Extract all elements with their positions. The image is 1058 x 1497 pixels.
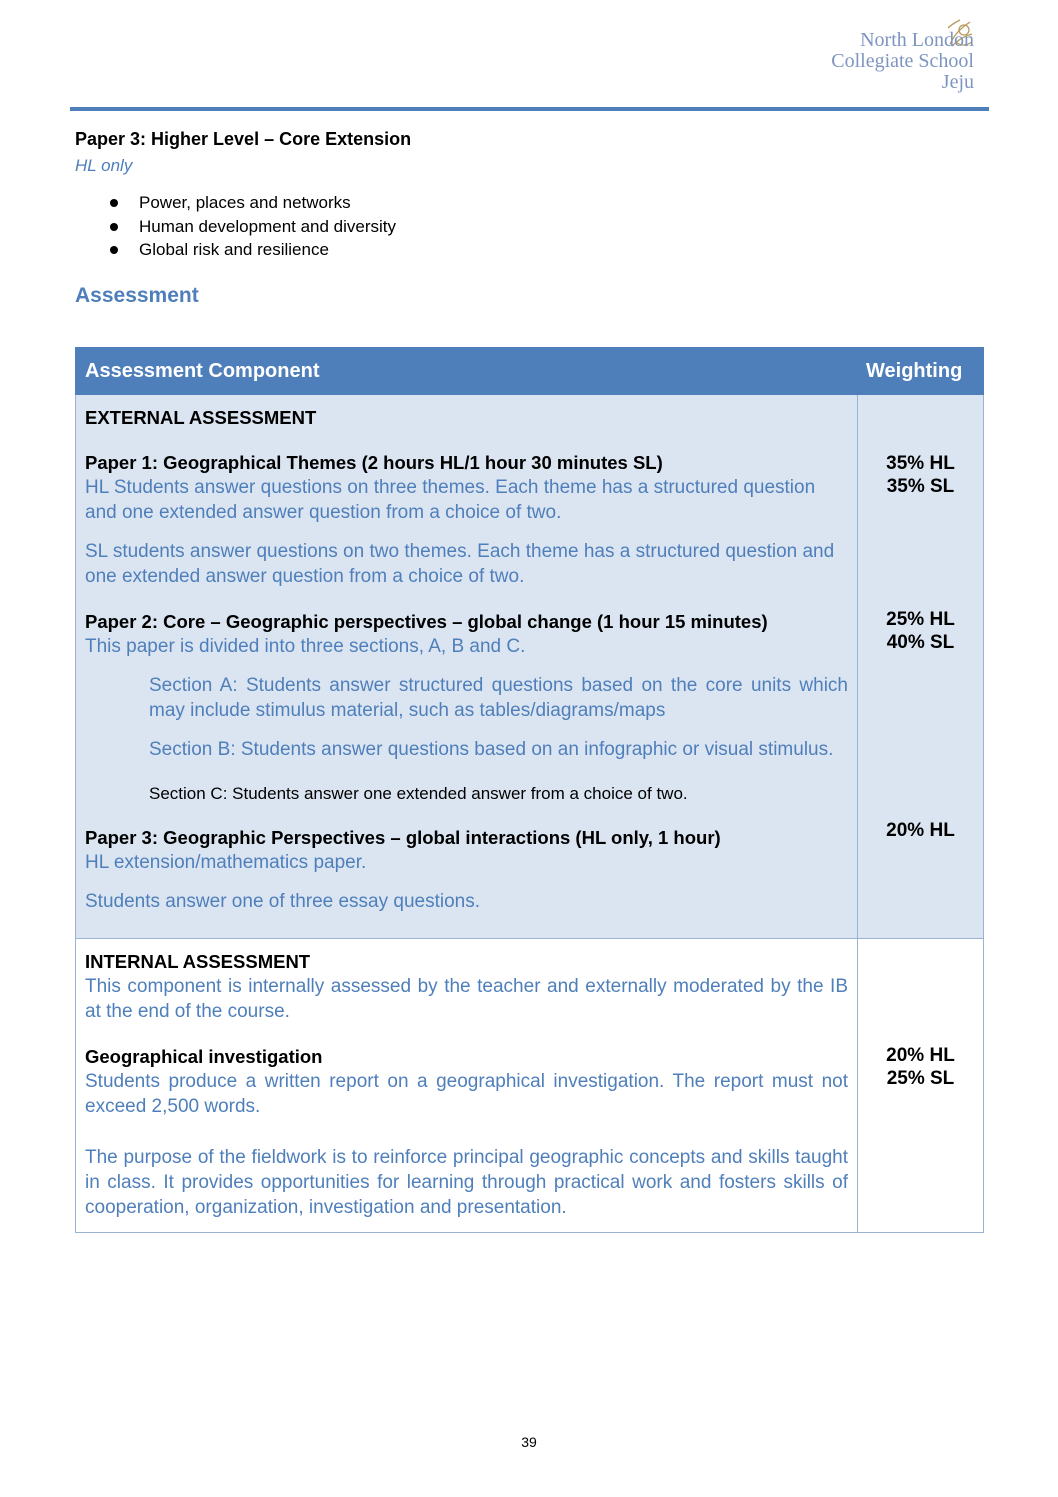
paper2-section-b: Section B: Students answer questions based on an infographic or visual stimulus.	[149, 739, 834, 760]
logo-line-1: North London	[860, 29, 974, 51]
investigation-title: Geographical investigation	[85, 1046, 323, 1067]
external-assessment-cell	[76, 395, 858, 939]
internal-assessment-cell	[76, 939, 858, 1233]
header-divider	[70, 107, 989, 111]
logo-line-3: Jeju	[941, 71, 974, 93]
investigation-text: Students produce a written report on a geographical investigation. The report must not exceed 2,500 words.	[85, 1071, 848, 1117]
paper1-sl-text: SL students answer questions on two themes. Each theme has a structured question and one extended answer question from a choice of two.	[85, 541, 835, 587]
header-weighting: Weighting	[858, 348, 984, 395]
paper3-title: Paper 3: Geographic Perspectives – global interactions (HL only, 1 hour)	[85, 827, 721, 848]
assessment-table	[75, 347, 984, 1233]
list-item-label: Power, places and networks	[139, 193, 351, 212]
table-header-row	[76, 348, 984, 395]
paper3-section-title: Paper 3: Higher Level – Core Extension	[75, 129, 412, 149]
paper1-hl-text: HL Students answer questions on three themes. Each theme has a structured question and one extended answer question from a choice of two.	[85, 477, 816, 523]
school-logo	[774, 16, 974, 96]
list-item-label: Human development and diversity	[139, 216, 397, 236]
paper3-weight-hl: 20% HL	[886, 820, 955, 841]
paper2-title: Paper 2: Core – Geographic perspectives – global change (1 hour 15 minutes)	[85, 611, 768, 632]
list-item	[106, 191, 396, 215]
assessment-heading: Assessment	[75, 284, 199, 307]
bullet-icon	[110, 223, 118, 231]
internal-intro: This component is internally assessed by the teacher and externally moderated by the IB at the end of the course.	[85, 976, 848, 1022]
paper1-title: Paper 1: Geographical Themes (2 hours HL/1 hour 30 minutes SL)	[85, 452, 663, 473]
paper2-weight-hl: 25% HL	[886, 609, 955, 630]
internal-weight-sl: 25% SL	[886, 1068, 955, 1089]
external-weighting-cell	[858, 395, 984, 939]
table-row	[76, 939, 984, 1233]
paper1-weight-sl: 35% SL	[886, 476, 955, 497]
fieldwork-purpose: The purpose of the fieldwork is to reinforce principal geographic concepts and skills taught in class. It provides opportunities for learning through practical work and fosters skills of cooperation, organization, investigation and presentation.	[85, 1147, 848, 1218]
paper2-section-c: Section C: Students answer one extended answer from a choice of two.	[149, 784, 688, 803]
page-number: 39	[521, 1434, 537, 1450]
bullet-icon	[110, 246, 118, 254]
paper3-section-subtitle: HL only	[75, 156, 133, 175]
paper3-line2: Students answer one of three essay questions.	[85, 891, 481, 912]
list-item-label: Global risk and resilience	[139, 240, 329, 259]
paper3-topic-list	[106, 191, 396, 262]
paper1-weight-hl: 35% HL	[886, 453, 955, 474]
table-row	[76, 395, 984, 939]
logo-line-2: Collegiate School	[831, 50, 974, 72]
paper2-section-a: Section A: Students answer structured questions based on the core units which may include stimulus material, such as tables/diagrams/maps	[149, 675, 848, 721]
bullet-icon	[110, 199, 118, 207]
internal-weighting-cell	[858, 939, 984, 1233]
paper2-weight-sl: 40% SL	[886, 632, 955, 653]
logo-wordmark	[831, 30, 974, 93]
internal-weight-hl: 20% HL	[886, 1045, 955, 1066]
external-heading: EXTERNAL ASSESSMENT	[85, 407, 317, 428]
paper3-line1: HL extension/mathematics paper.	[85, 852, 367, 873]
list-item	[106, 238, 396, 262]
paper2-intro: This paper is divided into three sections, A, B and C.	[85, 636, 526, 657]
list-item	[106, 215, 396, 239]
internal-heading: INTERNAL ASSESSMENT	[85, 951, 311, 972]
header-component: Assessment Component	[76, 348, 858, 395]
